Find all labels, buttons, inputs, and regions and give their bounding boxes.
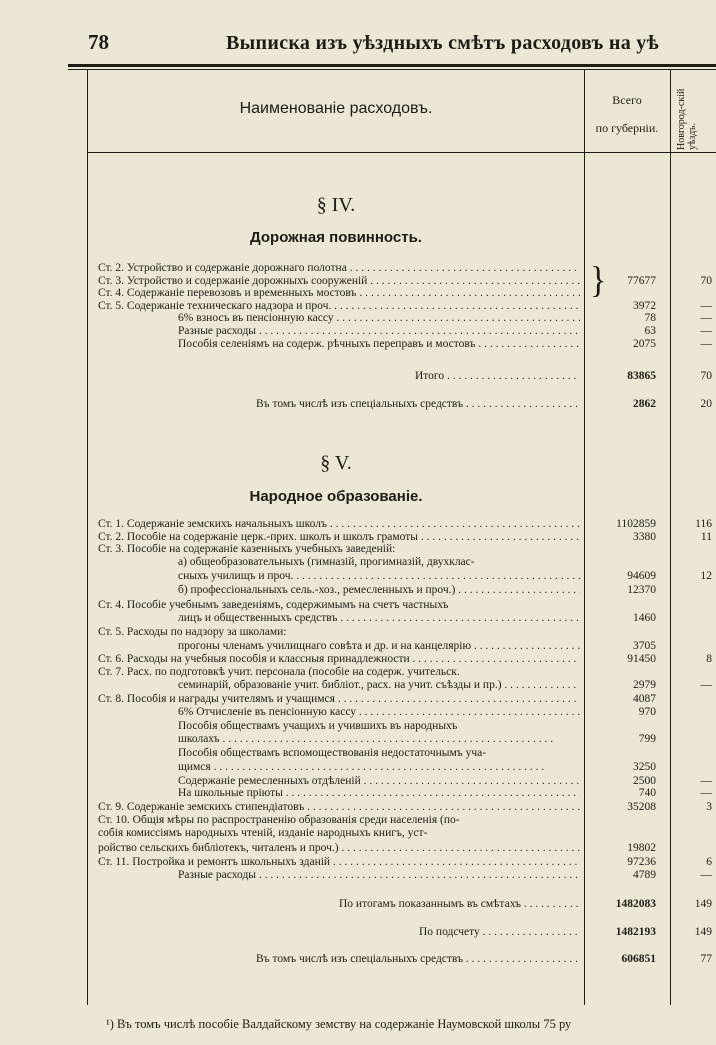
header-rule (88, 152, 716, 153)
row-label: собія комиссіямъ народныхъ чтеній, изданіе народныхъ книгъ, уст- (98, 827, 428, 839)
row-label: Разные расходы . . . (178, 869, 580, 882)
row-label: школахъ . . . (178, 733, 580, 746)
row-label: прогоны членамъ училищнаго совѣта и др. и на канцелярію . . . (178, 640, 580, 653)
section-4-special (0, 398, 716, 411)
table-row (0, 653, 716, 666)
header-name-column: Наименованіе расходовъ. (239, 100, 433, 117)
row-novg: 8 (706, 653, 712, 665)
section-5-special-label: Въ томъ числѣ изъ спеціальныхъ средствъ . . . (256, 953, 580, 966)
row-novg: 116 (695, 518, 712, 530)
section-4-mark: § IV. (316, 194, 356, 216)
row-label: Пособія обществамъ вспомоществованія недостаточнымъ уча- (178, 747, 487, 759)
row-novg: 11 (700, 531, 712, 543)
row-novg: 12 (700, 570, 712, 582)
table-row (0, 556, 716, 569)
header-total-line1: Всего (612, 93, 642, 107)
row-label: Ст. 3. Устройство и содержаніе дорожныхъ сооруженій . . . (98, 275, 580, 288)
row-total: 35208 (627, 801, 656, 813)
section-4-total (0, 370, 716, 383)
table-row (0, 518, 716, 531)
table-row (0, 869, 716, 882)
row-total: 63 (644, 325, 656, 337)
grouping-brace: } (590, 260, 607, 301)
table-row (0, 814, 716, 827)
table-row (0, 666, 716, 679)
section-5-sum-label: По итогамъ показаннымъ въ смѣтахъ . . . (339, 898, 580, 911)
row-label: ройство сельскихъ библіотекъ, читаленъ и проч.) . . . (98, 842, 580, 855)
row-total: 4789 (633, 869, 656, 881)
table-row (0, 747, 716, 760)
row-novg: — (700, 299, 712, 312)
row-novg: 3 (706, 801, 712, 813)
table-row (0, 338, 716, 351)
section-5-sum-novg: 149 (694, 898, 712, 910)
row-total: 2075 (633, 337, 656, 350)
section-4-total-label: Итого . . . (415, 370, 580, 383)
section-5-heading: Народное образованіе. (249, 488, 423, 505)
row-label: Ст. 11. Постройка и ремонтъ школьныхъ зданій . . . (98, 856, 580, 869)
table-row (0, 679, 716, 692)
row-total: 78 (644, 312, 656, 325)
row-total: 1102859 (616, 518, 656, 530)
row-total: 4087 (633, 693, 656, 705)
row-label: сныхъ училищъ и проч. . . . (178, 570, 580, 583)
row-total: 19802 (627, 842, 656, 854)
table-row (0, 720, 716, 733)
row-total: 97236 (627, 856, 656, 868)
row-label: Пособія обществамъ учащихъ и учившихъ въ народныхъ (178, 720, 458, 732)
row-total: 970 (638, 706, 656, 718)
section-4-total-novg: 70 (700, 370, 712, 382)
section-4-total-value: 83865 (627, 370, 656, 382)
row-novg: — (700, 787, 712, 799)
row-label: лицъ и общественныхъ средствъ . . . (178, 612, 580, 625)
table-row (0, 599, 716, 612)
page-title: Выписка изъ уѣздныхъ смѣтъ расходовъ на уѣ (226, 32, 659, 54)
header-total-column (585, 86, 669, 142)
row-total: 12370 (627, 584, 656, 596)
table-row (0, 787, 716, 800)
section-5-calc-value: 1482193 (615, 926, 656, 938)
section-5-calc (0, 926, 716, 939)
section-5-special-novg: 77 (700, 953, 712, 965)
table-row (0, 543, 716, 556)
row-total: 77677 (627, 274, 656, 287)
row-total: 2979 (633, 679, 656, 691)
footnote: ¹) Въ томъ числѣ пособіе Валдайскому земству на содержаніе Наумовской школы 75 ру (106, 1017, 572, 1031)
section-5-special-value: 606851 (621, 953, 656, 965)
section-4-special-label: Въ томъ числѣ изъ спеціальныхъ средствъ . . . (256, 398, 580, 411)
section-5-calc-label: По подсчету . . . (419, 926, 580, 939)
top-rule (68, 64, 716, 67)
row-total: 2500 (633, 775, 656, 787)
page-number: 78 (88, 30, 109, 54)
header-novg-column: Новгород-скій уѣздъ. (676, 88, 698, 150)
row-label: Разные расходы . . . (178, 325, 580, 338)
section-5-sum (0, 898, 716, 911)
row-label: Ст. 3. Пособіе на содержаніе казенныхъ учебныхъ заведеній: (98, 543, 396, 555)
row-total: 1460 (633, 612, 656, 624)
row-label: Ст. 2. Пособіе на содержаніе церк.-прих. школъ и школъ грамоты . . . (98, 531, 580, 544)
top-rule-thin (68, 69, 716, 70)
row-total: 799 (638, 733, 656, 745)
row-novg: — (700, 337, 712, 350)
row-total: 94609 (627, 570, 656, 582)
row-label: Ст. 5. Содержаніе техническаго надзора и проч. . . . (98, 300, 580, 313)
table-row (0, 733, 716, 746)
table-row (0, 842, 716, 855)
row-total: 3705 (633, 640, 656, 652)
row-novg: — (700, 312, 712, 325)
header-total-line2: по губерніи. (595, 121, 659, 135)
table-row (0, 262, 716, 275)
table-row (0, 287, 716, 300)
table-row (0, 827, 716, 840)
table-row (0, 801, 716, 814)
table-row (0, 570, 716, 583)
row-label: Ст. 6. Расходы на учебныя пособія и классныя принадлежности . . . (98, 653, 580, 666)
row-label: семинарій, образованіе учит. библіот., расх. на учит. съѣзды и пр.) . . . (178, 679, 580, 692)
section-5-mark: § V. (320, 452, 352, 474)
row-label: 6% взносъ въ пенсіонную кассу . . . (178, 312, 580, 325)
table-row (0, 626, 716, 639)
row-total: 91450 (627, 653, 656, 665)
table-row (0, 325, 716, 338)
row-label: 6% Отчисленіе въ пенсіонную кассу . . . (178, 706, 580, 719)
section-4-heading: Дорожная повинность. (250, 229, 422, 246)
row-label: Ст. 4. Содержаніе перевозовъ и временныхъ мостовъ . . . (98, 287, 580, 300)
row-label: Ст. 8. Пособія и награды учителямъ и учащимся . . . (98, 693, 580, 706)
section-4-special-value: 2862 (633, 398, 656, 410)
row-total: 3972 (633, 299, 656, 312)
row-label: Ст. 1. Содержаніе земскихъ начальныхъ школъ . . . (98, 518, 580, 531)
row-label: Ст. 7. Расх. по подготовкѣ учит. персонала (пособіе на содерж. учительск. (98, 666, 460, 678)
section-4-special-novg: 20 (700, 398, 712, 410)
row-label: б) профессіональныхъ сель.-хоз., ремесленныхъ и проч.) . . . (178, 584, 580, 597)
row-label: Ст. 4. Пособіе учебнымъ заведеніямъ, содержимымъ на счетъ частныхъ (98, 599, 449, 611)
table-row (0, 312, 716, 325)
table-row (0, 275, 716, 288)
row-novg: — (700, 775, 712, 787)
row-label: щимся . . . (178, 761, 580, 774)
row-label: Ст. 2. Устройство и содержаніе дорожнаго полотна . . . (98, 262, 580, 275)
table-row (0, 761, 716, 774)
row-novg: — (700, 679, 712, 691)
table-row (0, 584, 716, 597)
row-label: Ст. 5. Расходы по надзору за школами: (98, 626, 287, 638)
table-row (0, 640, 716, 653)
row-novg: — (700, 325, 712, 337)
row-novg: — (700, 869, 712, 881)
row-total: 3380 (633, 531, 656, 543)
section-5-special (0, 953, 716, 966)
row-novg: 6 (706, 856, 712, 868)
row-label: Ст. 9. Содержаніе земскихъ стипендіатовъ . . . (98, 801, 580, 814)
section-5-sum-value: 1482083 (615, 898, 656, 910)
table-row (0, 612, 716, 625)
row-total: 740 (638, 787, 656, 799)
table-row (0, 856, 716, 869)
row-label: Ст. 10. Общія мѣры по распространенію образованія среди населенія (по- (98, 814, 460, 826)
row-total: 3250 (633, 761, 656, 773)
section-5-calc-novg: 149 (694, 926, 712, 938)
table-row (0, 693, 716, 706)
table-row (0, 706, 716, 719)
table-row (0, 300, 716, 313)
row-label: Пособія селеніямъ на содерж. рѣчныхъ переправъ и мостовъ . . . (178, 338, 580, 351)
row-label: Содержаніе ремесленныхъ отдѣленій . . . (178, 775, 580, 788)
row-label: а) общеобразовательныхъ (гимназій, прогимназій, двухклас- (178, 556, 475, 568)
row-label: На школьные пріюты . . . (178, 787, 580, 800)
row-novg: 70 (700, 274, 712, 287)
